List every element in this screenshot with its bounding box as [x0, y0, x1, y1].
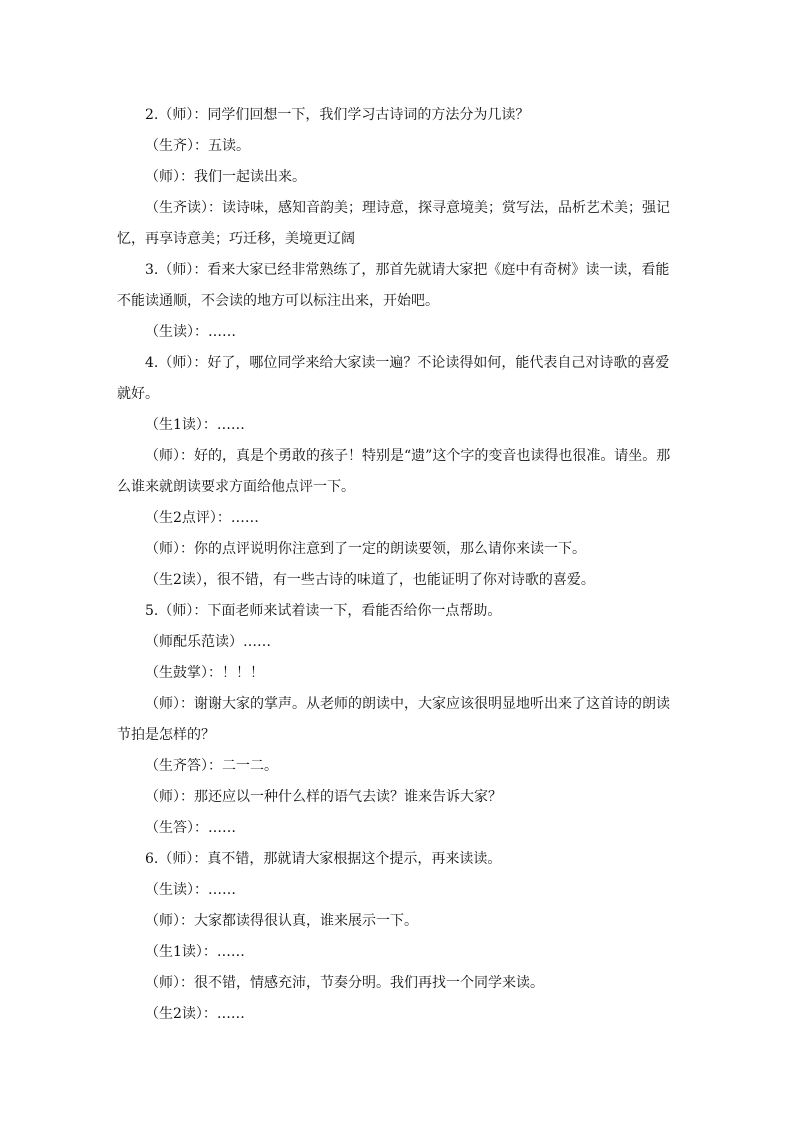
transcript-paragraph: 4.（师）：好了，哪位同学来给大家读一遍？不论读得如何，能代表自己对诗歌的喜爱就好。: [117, 355, 670, 402]
transcript-paragraph: （生2点评）：……: [145, 510, 259, 526]
transcript-paragraph: （师）：我们一起读出来。: [145, 169, 306, 185]
transcript-paragraph: 5.（师）：下面老师来试着读一下，看能否给你一点帮助。: [145, 603, 502, 619]
transcript-paragraph: 3.（师）：看来大家已经非常熟练了，那首先就请大家把《庭中有奇树》读一读，看能不能读通顺，不会读的地方可以标注出来，开始吧。: [117, 262, 670, 309]
transcript-paragraph: （师）：好的，真是个勇敢的孩子！特别是“遗”这个字的变音也读得也很准。请坐。那么谁来就朗读要求方面给他点评一下。: [117, 448, 671, 495]
transcript-paragraph: （师）：那还应以一种什么样的语气去读？谁来告诉大家？: [145, 789, 502, 805]
transcript-paragraph: （生读）：……: [145, 882, 236, 898]
lesson-transcript: [117, 100, 677, 1030]
transcript-paragraph: （师）：谢谢大家的掌声。从老师的朗读中，大家应该很明显地听出来了这首诗的朗读节拍是怎样的？: [117, 696, 670, 743]
transcript-paragraph: （师配乐范读）……: [145, 634, 271, 650]
transcript-paragraph: （师）：很不错，情感充沛，节奏分明。我们再找一个同学来读。: [145, 975, 544, 991]
transcript-paragraph: （师）：大家都读得很认真，谁来展示一下。: [145, 913, 418, 929]
transcript-paragraph: （生2读）：……: [145, 1006, 245, 1022]
transcript-paragraph: （生1读）：……: [145, 944, 245, 960]
transcript-paragraph: （生鼓掌）：！！！: [145, 665, 264, 681]
transcript-paragraph: （师）：你的点评说明你注意到了一定的朗读要领，那么请你来读一下。: [145, 541, 586, 557]
transcript-paragraph: （生1读）：……: [145, 417, 245, 433]
transcript-paragraph: （生齐）：五读。: [145, 138, 250, 154]
transcript-paragraph: （生读）：……: [145, 324, 236, 340]
transcript-paragraph: （生2读），很不错，有一些古诗的味道了，也能证明了你对诗歌的喜爱。: [145, 572, 595, 588]
transcript-paragraph: （生齐答）：二一二。: [145, 758, 278, 774]
transcript-paragraph: （生答）：……: [145, 820, 236, 836]
transcript-paragraph: 2.（师）：同学们回想一下，我们学习古诗词的方法分为几读？: [145, 107, 530, 123]
transcript-paragraph: （生齐读）：读诗味，感知音韵美；理诗意，探寻意境美；赏写法，品析艺术美；强记忆，再享诗意美；巧迁移，美境更辽阔: [117, 200, 670, 247]
transcript-paragraph: 6.（师）：真不错，那就请大家根据这个提示，再来读读。: [145, 851, 502, 867]
